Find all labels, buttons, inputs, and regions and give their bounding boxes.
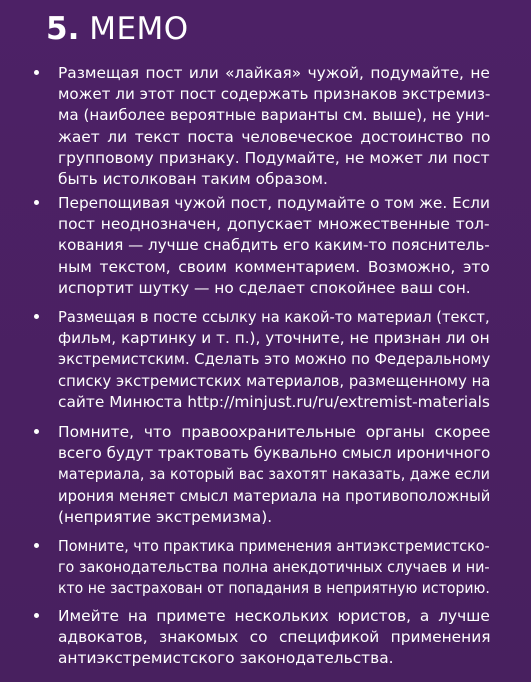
bullet-icon xyxy=(34,429,39,434)
page-title xyxy=(46,6,189,52)
bullet-icon xyxy=(34,314,39,319)
text-line: адвокатов, знакомых со спецификой применения xyxy=(58,628,491,647)
text-line: Имейте на примете нескольких юристов, а лучше xyxy=(58,607,490,625)
list-item-text xyxy=(58,63,490,190)
section-title: MEMO xyxy=(89,11,189,47)
text-line: фильм, картинку и т. п.), уточните, не признан ли он xyxy=(58,329,490,348)
text-line: Размещая пост или «лайкая» чужой, подумайте, не xyxy=(58,64,490,82)
text-line: Помните, что правоохранительные органы скорее xyxy=(58,423,491,441)
bullet-icon xyxy=(34,200,39,205)
bullet-icon xyxy=(34,70,39,75)
text-line: списку экстремистских материалов, размещенному на xyxy=(58,371,491,390)
text-line: быть истолкован таким образом. xyxy=(58,170,328,189)
text-line: сайте Минюста http://minjust.ru/ru/extremist-materials xyxy=(58,392,490,411)
text-line: ирония меняет смысл материала на противоположный xyxy=(58,486,491,505)
text-line: материала, за который вас захотят наказать, даже если xyxy=(58,465,490,484)
text-line: антиэкстремистского законодательства. xyxy=(58,649,394,668)
list-item-text xyxy=(58,536,490,600)
text-line: (неприятие экстремизма). xyxy=(58,507,273,526)
text-line: Перепощивая чужой пост, подумайте о том же. Если xyxy=(58,194,490,212)
list-item-text xyxy=(58,307,490,413)
text-line: групповому признаку. Подумайте, не может ли пост xyxy=(58,148,490,167)
text-line: всего будут трактовать буквально смысл ироничного xyxy=(58,444,491,463)
text-line: Размещая в посте ссылку на какой-то материал (текст, xyxy=(58,308,490,326)
text-line: ма (наиболее вероятные варианты см. выше), не уни- xyxy=(58,106,490,125)
text-line: жает ли текст поста человеческое достоинство по xyxy=(58,127,491,146)
text-line: ным текстом, своим комментарием. Возможно, это xyxy=(58,257,490,276)
list-item-text xyxy=(58,422,490,528)
section-number: 5. xyxy=(46,11,80,47)
text-line: го законодательства полна анекдотичных случаев и ни- xyxy=(58,558,490,577)
text-line: Помните, что практика применения антиэкстремистско- xyxy=(58,537,490,555)
text-line: испортит шутку — но сделает спокойнее ваш сон. xyxy=(58,278,471,297)
text-line: кто не застрахован от попадания в неприятную историю. xyxy=(58,579,490,598)
text-line: кования — лучше снабдить его каким-то пояснитель- xyxy=(58,236,490,255)
text-line: экстремистским. Сделать это можно по Федеральному xyxy=(58,350,491,369)
text-line: пост неоднозначен, допускает множественные тол- xyxy=(58,215,490,234)
list-item-text xyxy=(58,193,490,299)
text-line: может ли этот пост содержать признаков экстремиз- xyxy=(58,85,491,104)
bullet-icon xyxy=(34,613,39,618)
list-item-text xyxy=(58,606,490,670)
bullet-icon xyxy=(34,543,39,548)
